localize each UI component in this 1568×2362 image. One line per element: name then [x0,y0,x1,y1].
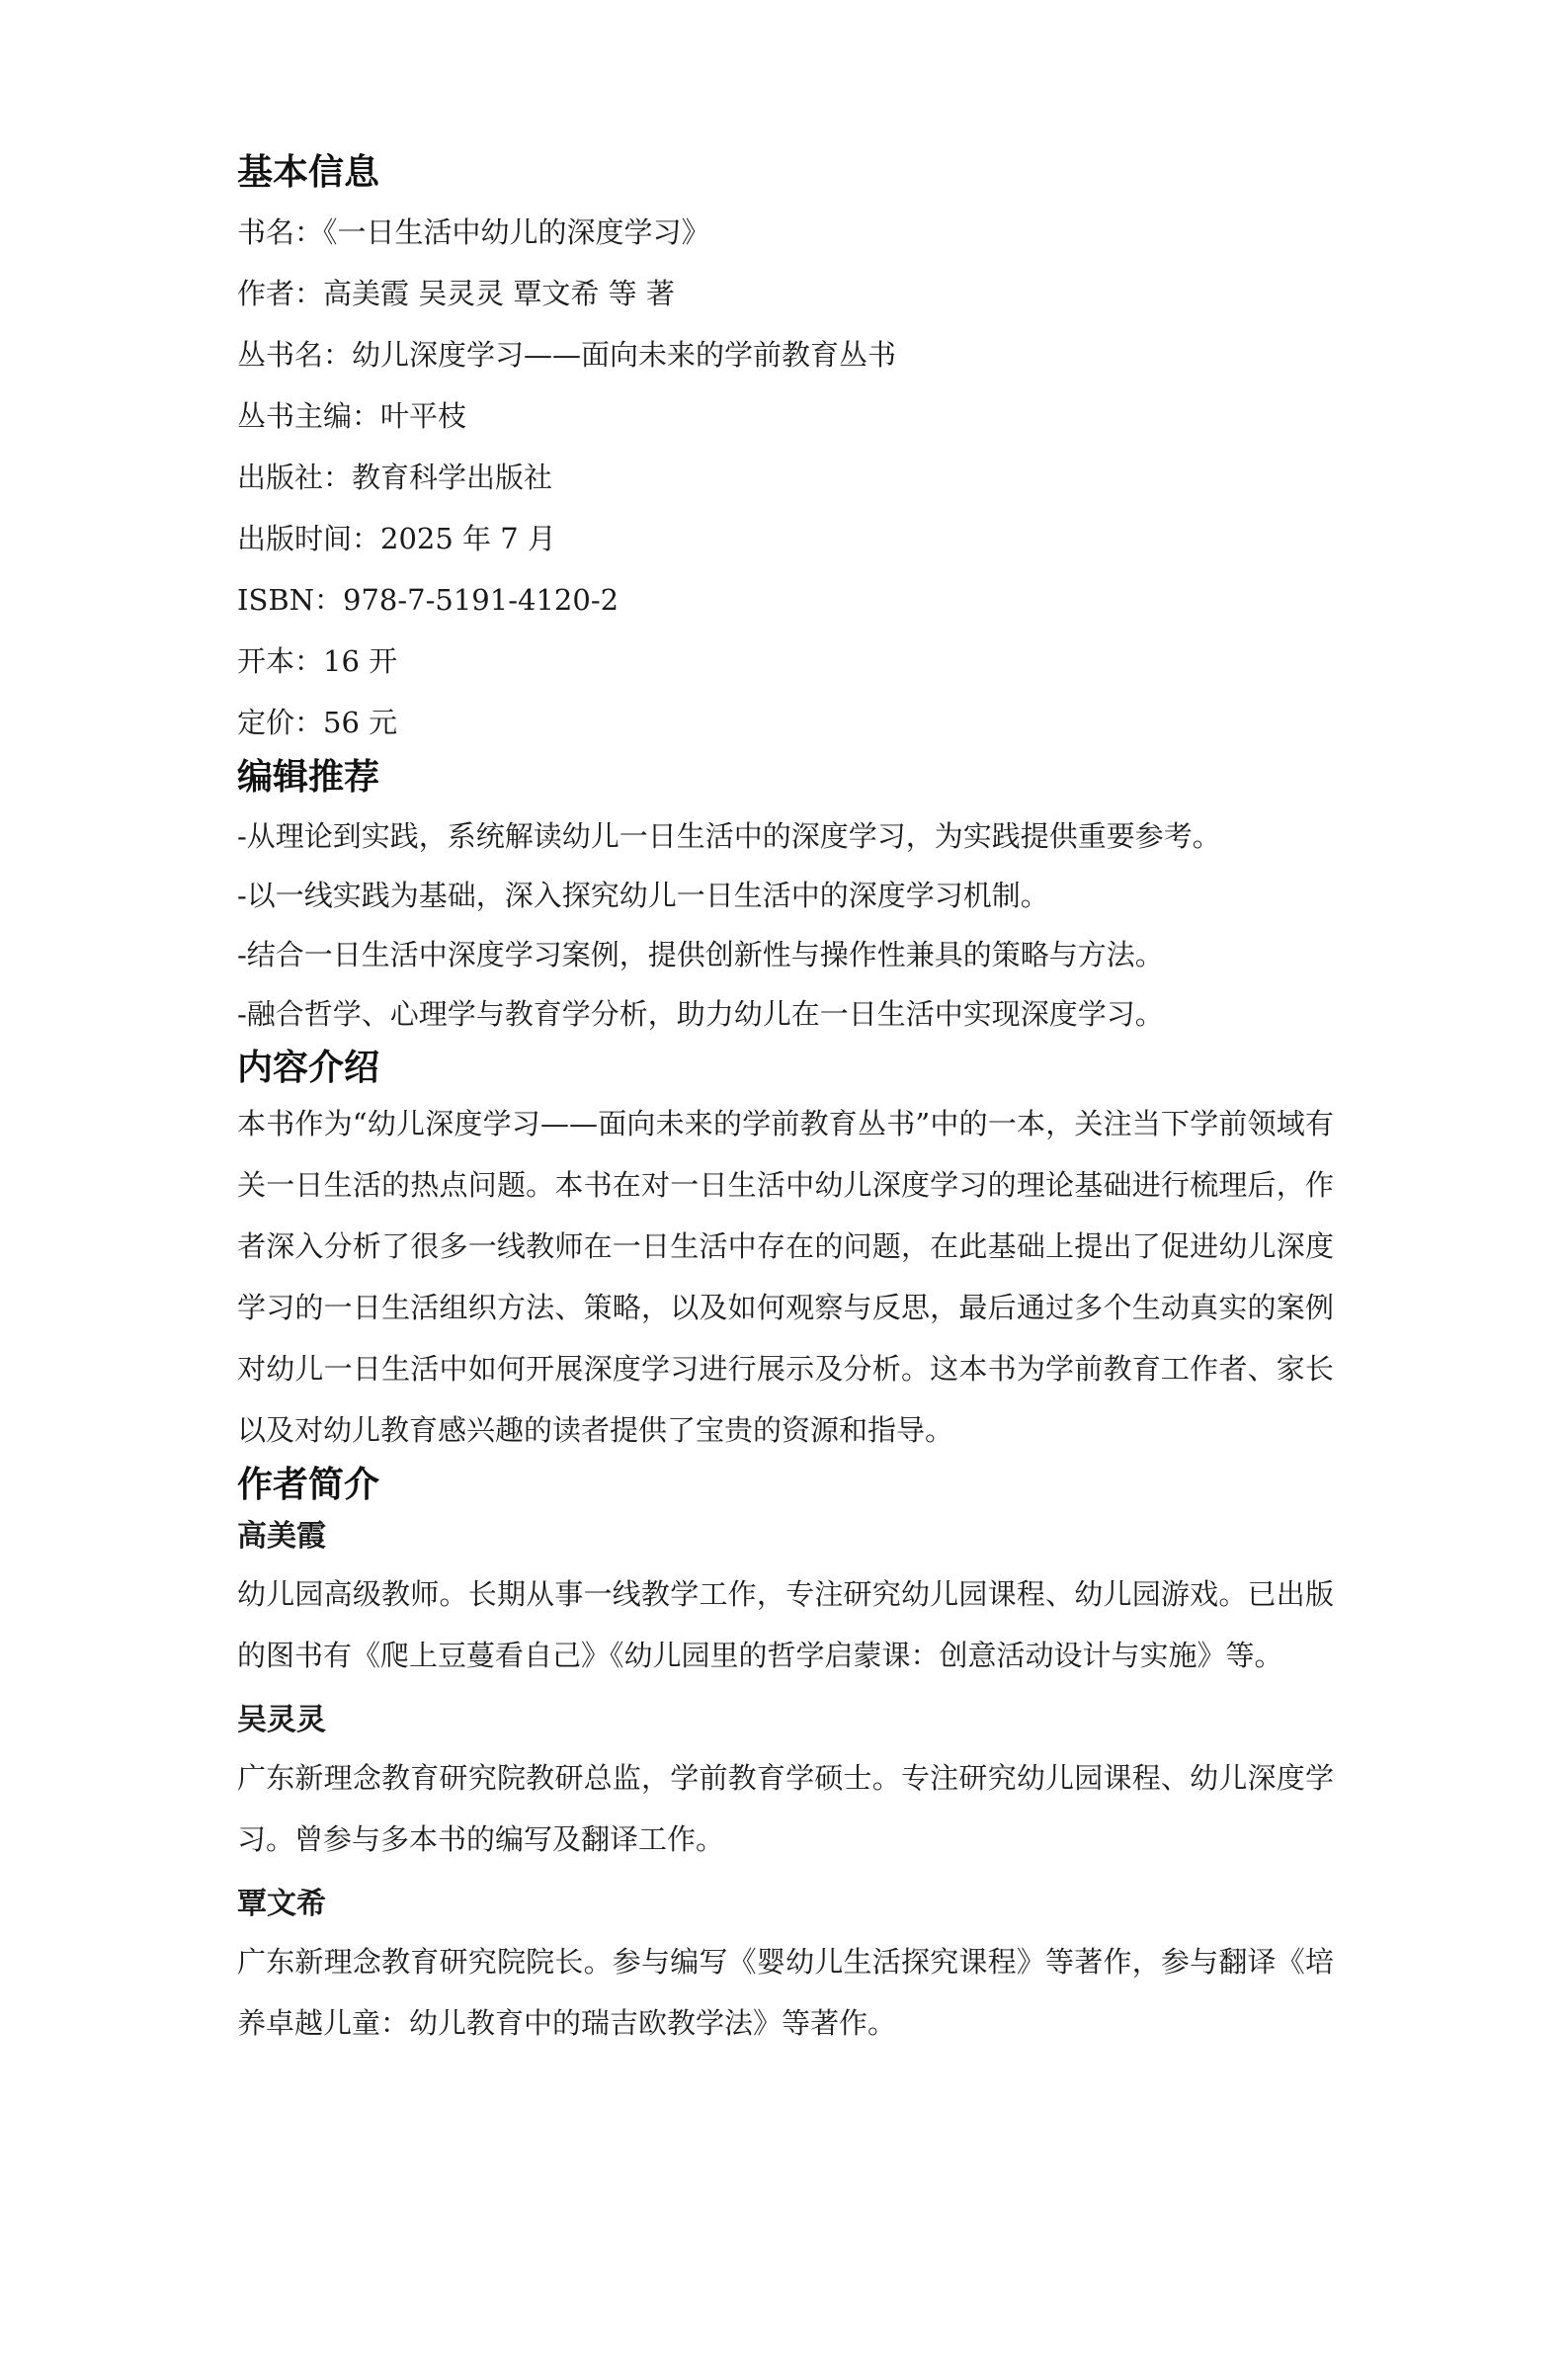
info-publish-date: 出版时间：2025 年 7 月 [237,522,556,555]
info-format: 开本：16 开 [237,644,398,678]
author-intro-heading: 作者简介 [237,1465,380,1505]
editor-recommendation-heading: 编辑推荐 [237,757,380,798]
content-intro-paragraph: 本书作为“幼儿深度学习——面向未来的学前教育丛书”中的一本，关注当下学前领域有关一日生活的热点问题。本书在对一日生活中幼儿深度学习的理论基础进行梳理后，作者深入分析了很多一线教师在一日生活中存在的问题，在此基础上提出了促进幼儿深度学习的一日生活组织方法、策略，以及如何观察与反思，最后通过多个生动真实的案例对幼儿一日生活中如何开展深度学习进行展示及分析。这本书为学前教育工作者、家长以及对幼儿教育感兴趣的读者提供了宝贵的资源和指导。 [237,1107,1334,1447]
info-publisher: 出版社：教育科学出版社 [237,461,553,494]
author-name: 高美霞 [237,1519,326,1554]
info-isbn: ISBN：978-7-5191-4120-2 [237,583,619,617]
author-bio: 广东新理念教育研究院教研总监，学前教育学硕士。专注研究幼儿园课程、幼儿深度学习。曾参与多本书的编写及翻译工作。 [237,1761,1334,1856]
info-series: 丛书名：幼儿深度学习——面向未来的学前教育丛书 [237,338,897,372]
info-authors: 作者：高美霞 吴灵灵 覃文希 等 著 [237,277,675,310]
basic-info-heading: 基本信息 [237,152,380,193]
recommendation-item: -结合一日生活中深度学习案例，提供创新性与操作性兼具的策略与方法。 [237,938,1164,971]
recommendation-item: -融合哲学、心理学与教育学分析，助力幼儿在一日生活中实现深度学习。 [237,997,1164,1031]
document-content [237,148,1334,2062]
author-name: 覃文希 [237,1887,326,1921]
recommendation-item: -以一线实践为基础，深入探究幼儿一日生活中的深度学习机制。 [237,879,1049,912]
author-bio: 广东新理念教育研究院院长。参与编写《婴幼儿生活探究课程》等著作，参与翻译《培养卓越儿童：幼儿教育中的瑞吉欧教学法》等著作。 [237,1945,1334,2040]
author-intro-list [237,1510,1334,2054]
recommendation-item: -从理论到实践，系统解读幼儿一日生活中的深度学习，为实践提供重要参考。 [237,819,1221,853]
editor-recommendation-list [237,806,1334,1044]
basic-info-list [237,202,1334,753]
content-intro-heading: 内容介绍 [237,1048,380,1088]
author-name: 吴灵灵 [237,1703,326,1737]
author-bio: 幼儿园高级教师。长期从事一线教学工作，专注研究幼儿园课程、幼儿园游戏。已出版的图书有《爬上豆蔓看自己》《幼儿园里的哲学启蒙课：创意活动设计与实施》等。 [237,1577,1334,1672]
info-series-editor: 丛书主编：叶平枝 [237,399,467,433]
info-title: 书名：《一日生活中幼儿的深度学习》 [237,215,710,249]
info-price: 定价：56 元 [237,706,398,739]
